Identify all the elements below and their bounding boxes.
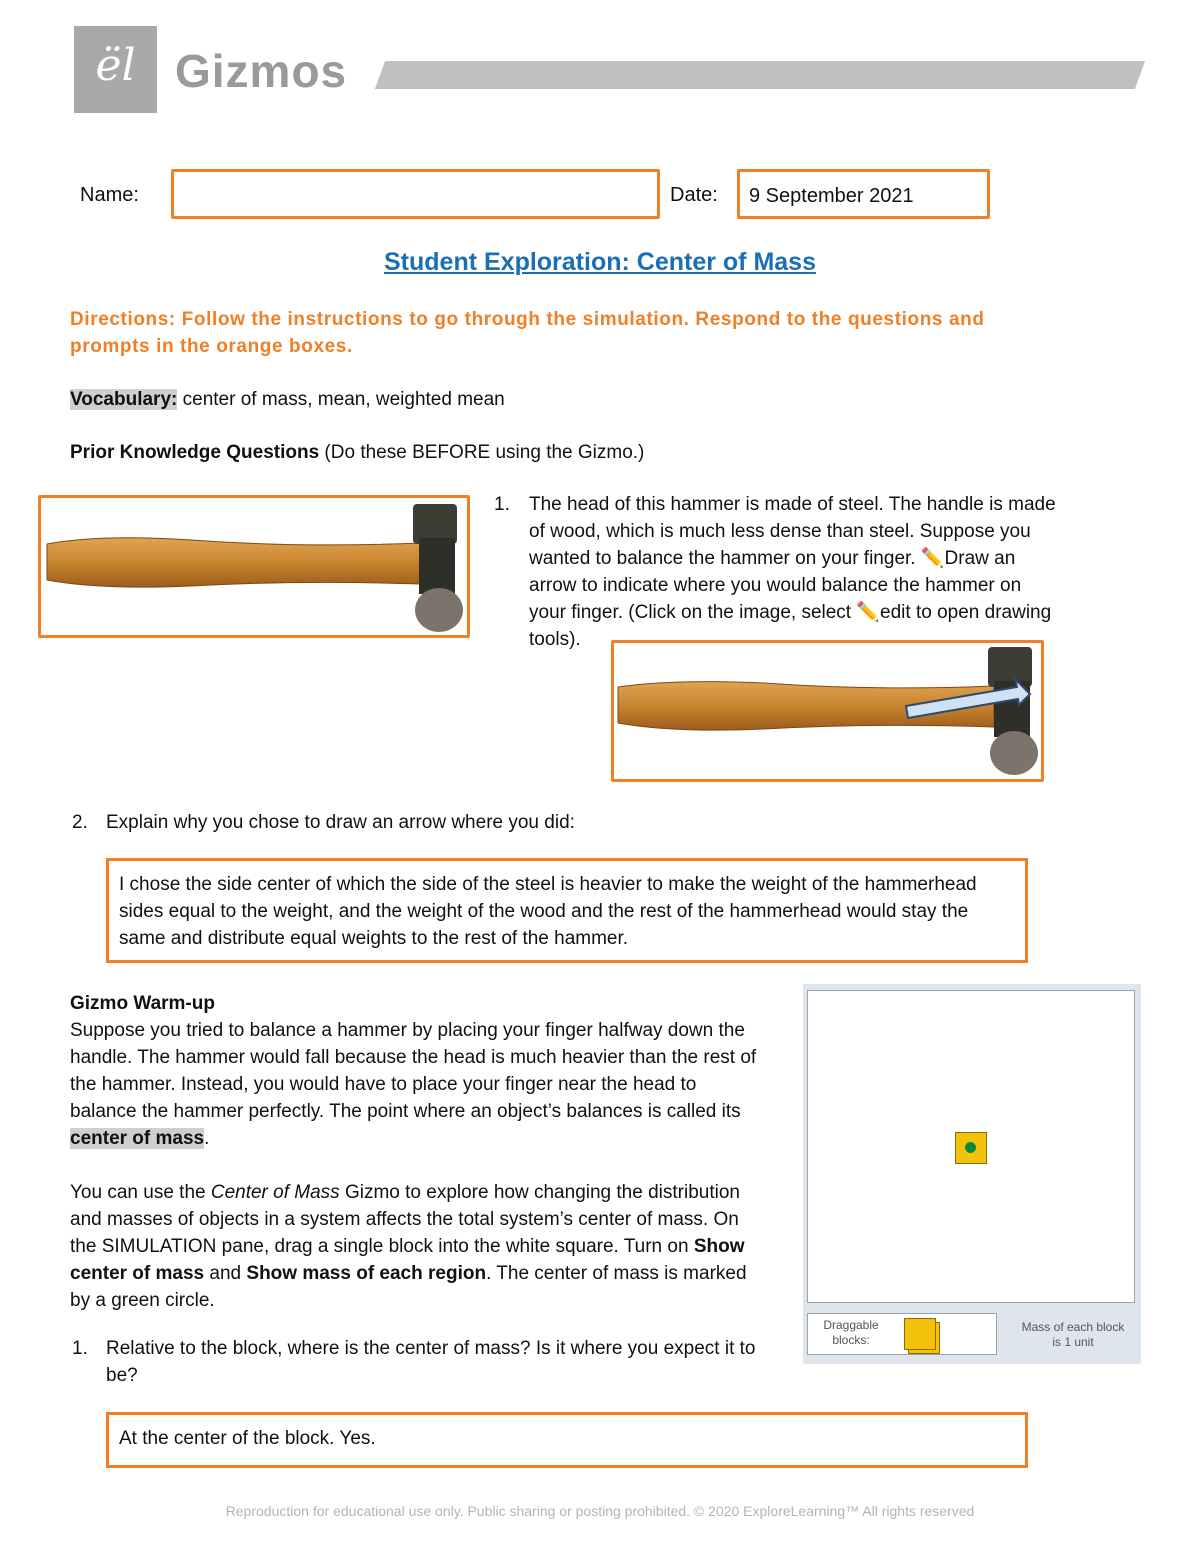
warmup-p2-part: Gizmo to explore how changing the distribution and masses of objects in a system affects the total system’s center of mass. On the SIMULATION pane, drag a single block into the white square. Turn on	[70, 1182, 740, 1257]
vocabulary-label: Vocabulary:	[70, 389, 178, 410]
warmup-heading: Gizmo Warm-up	[70, 993, 215, 1014]
hammer-with-arrow-illustration	[614, 643, 1041, 779]
warmup-p2-part: and	[204, 1263, 247, 1284]
vocabulary-text: center of mass, mean, weighted mean	[177, 389, 505, 410]
q1-line-part: your finger. (Click on the image, select	[529, 602, 857, 623]
warmup-p2-part: . The center of mass is marked by a green circle.	[70, 1263, 747, 1311]
directions: Directions: Follow the instructions to go through the simulation. Respond to the questions and prompts in the orange boxes.	[70, 309, 985, 357]
q1-line-part: edit to open drawing	[880, 602, 1052, 623]
warmup-term-center-of-mass: center of mass	[70, 1128, 205, 1149]
prior-knowledge-label: Prior Knowledge Questions	[70, 442, 320, 463]
q1-line: tools).	[529, 629, 581, 650]
hammer-illustration	[41, 498, 467, 635]
warmup-paragraph-1	[70, 1017, 760, 1152]
warmup-paragraph-2	[70, 1179, 760, 1314]
hammer-answer-image[interactable]	[611, 640, 1044, 782]
warmup-section	[70, 990, 760, 1314]
q2-answer-box[interactable]: I chose the side center of which the side of the steel is heavier to make the weight of the hammerhead sides equal to the weight, and the weight of the wood and the rest of the hammerhead would stay the same and distribute equal weights to the rest of the hammer.	[106, 858, 1028, 963]
draggable-block[interactable]	[904, 1318, 936, 1350]
name-field[interactable]	[171, 169, 660, 219]
wq1-text: Relative to the block, where is the center of mass? Is it where you expect it to be?	[106, 1338, 756, 1386]
q1-line: The head of this hammer is made of steel. The handle is made	[529, 494, 1056, 515]
date-field[interactable]	[737, 169, 990, 219]
pencil-icon: ✏️	[920, 548, 945, 569]
prior-knowledge-text: (Do these BEFORE using the Gizmo.)	[319, 442, 645, 463]
q1-line-part: Draw an	[944, 548, 1016, 569]
mass-per-block-label: Mass of each block is 1 unit	[1021, 1320, 1125, 1349]
wq1-number: 1.	[72, 1338, 88, 1359]
explorelearning-logo	[74, 26, 157, 113]
date-label: Date:	[670, 184, 718, 206]
warmup-show-mass: Show mass of each region	[246, 1263, 487, 1284]
hammer-image[interactable]	[38, 495, 470, 638]
warmup-p2-part: You can use the	[70, 1182, 211, 1203]
warmup-gizmo-name: Center of Mass	[210, 1182, 340, 1203]
q1-line	[529, 545, 1149, 572]
q1-line	[529, 599, 1149, 626]
wq1-answer-box[interactable]: At the center of the block. Yes.	[106, 1412, 1028, 1468]
draggable-blocks-label: Draggable blocks:	[823, 1318, 879, 1347]
q1-line: of wood, which is much less dense than steel. Suppose you	[529, 521, 1031, 542]
footer-copyright: Reproduction for educational use only. Public sharing or posting prohibited. © 2020 ExploreLearning™ All rights reserved	[225, 1503, 975, 1519]
center-of-mass-marker	[965, 1142, 976, 1153]
logo-glyph: ël	[95, 40, 136, 91]
q1-text	[529, 491, 1149, 653]
warmup-p1-end: .	[204, 1128, 210, 1149]
q2-number: 2.	[72, 812, 88, 833]
date-value: 9 September 2021	[749, 185, 914, 207]
q2-text: Explain why you chose to draw an arrow where you did:	[106, 812, 575, 833]
vocabulary	[70, 386, 970, 413]
warmup-show-com: Show center of mass	[70, 1236, 745, 1284]
prior-knowledge-heading	[70, 439, 970, 466]
name-label: Name:	[80, 184, 139, 206]
q1-line-part: wanted to balance the hammer on your finger.	[529, 548, 921, 569]
page-title: Student Exploration: Center of Mass	[384, 248, 816, 276]
pencil-icon: ✏️	[856, 602, 881, 623]
warmup-p1-text: Suppose you tried to balance a hammer by placing your finger halfway down the handle. The hammer would fall because the head is much heavier than the rest of the hammer. Instead, you would have to place your finger near the head to balance the hammer perfectly. The point where an object’s balances is called its	[70, 1020, 757, 1122]
q1-line: arrow to indicate where you would balance the hammer on	[529, 575, 1022, 596]
header-bar	[375, 61, 1145, 89]
q1-number: 1.	[494, 494, 510, 515]
brand-name: Gizmos	[175, 45, 348, 97]
